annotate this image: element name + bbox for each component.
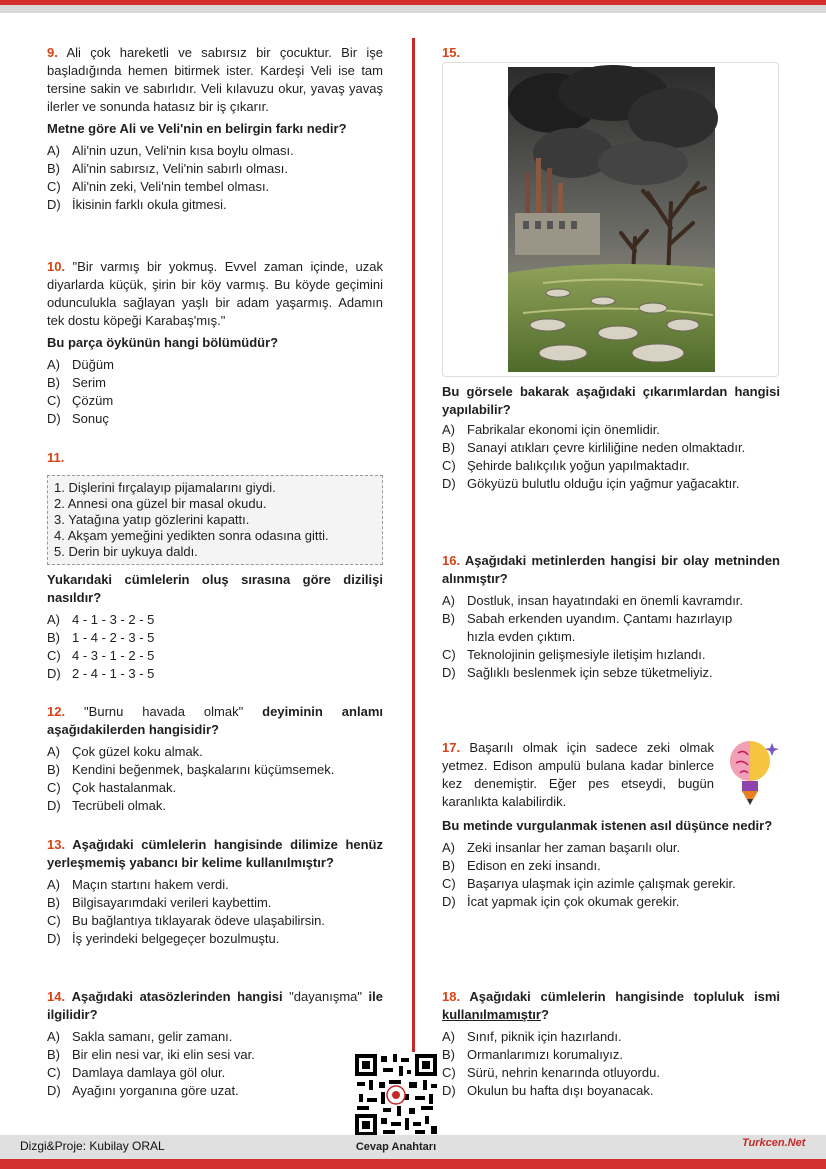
question-18 [442,988,780,1100]
option-a[interactable]: A) Maçın startını hakem verdi. [47,877,229,892]
sentence-4: 4. Akşam yemeğini yedikten sonra odasına gitti. [54,528,329,543]
option-c[interactable]: C) Çok hastalanmak. [47,780,177,795]
sentence-5: 5. Derin bir uykuya daldı. [54,544,198,559]
option-b[interactable]: B) Serim [47,375,106,390]
option-c[interactable]: C) Bu bağlantıya tıklayarak ödeve ulaşabilirsin. [47,913,325,928]
option-b[interactable]: B) Bir elin nesi var, iki elin sesi var. [47,1047,255,1062]
option-a[interactable]: A) Fabrikalar ekonomi için önemlidir. [442,422,660,437]
question-stem: "Bir varmış bir yokmuş. Evvel zaman içinde, uzak diyarlarda küçük, şirin bir köy varmış. Bu köyde geçimini odunculukla sağlayan yaşlı bir adam yaşarmış. Adamın tek dostu köpeği Karabaş'mış." [47,259,383,328]
question-14 [47,988,383,1100]
option-list [47,876,383,948]
question-prompt: Yukarıdaki cümlelerin oluş sırasına göre dizilişi nasıldır? [47,572,383,605]
brand-logo-text: Turkcen.Net [742,1137,806,1149]
option-list [442,421,780,493]
sentence-2: 2. Annesi ona güzel bir masal okudu. [54,496,267,511]
question-17 [442,739,780,911]
question-12 [47,703,383,815]
option-list [47,142,383,214]
option-b[interactable]: B) Kendini beğenmek, başkalarını küçümsemek. [47,762,335,777]
option-b[interactable]: B) 1 - 4 - 2 - 3 - 5 [47,630,155,645]
option-d[interactable]: D) Gökyüzü bulutlu olduğu için yağmur yağacaktır. [442,476,740,491]
question-13 [47,836,383,948]
question-16 [442,552,780,682]
option-a[interactable]: A) Düğüm [47,357,114,372]
question-10 [47,258,383,428]
question-prompt: Bu metinde vurgulanmak istenen asıl düşünce nedir? [442,818,773,833]
option-b[interactable]: B) Ormanlarımızı korumalıyız. [442,1047,624,1062]
option-d[interactable]: D) 2 - 4 - 1 - 3 - 5 [47,666,155,681]
question-stem: Başarılı olmak için sadece zeki olmak yetmez. Edison ampulü bulana kadar binlerce kez denemiştir. Eğer pes etseydi, bugün karanlıkta kalabilirdik. [442,740,714,809]
lightbulb-brain-icon [726,737,780,809]
factory-pollution-image [443,63,778,376]
option-list [47,1028,383,1100]
option-c[interactable]: C) Sürü, nehrin kenarında otluyordu. [442,1065,660,1080]
keyword-quote: "dayanışma" [289,989,362,1004]
option-list [442,839,780,911]
question-prompt: deyiminin anlamı aşağıdakilerden hangisidir? [47,704,383,737]
option-list [47,356,383,428]
question-11 [47,449,383,683]
option-a[interactable]: A) Ali'nin uzun, Veli'nin kısa boylu olması. [47,143,294,158]
option-c[interactable]: C) Ali'nin zeki, Veli'nin tembel olması. [47,179,270,194]
question-prompt: Metne göre Ali ve Veli'nin en belirgin farkı nedir? [47,121,347,136]
question-prompt-b: ? [540,1007,549,1022]
question-prompt-a: Aşağıdaki cümlelerin hangisinde topluluk ismi [469,989,780,1004]
question-number: 17. [442,740,461,755]
option-b[interactable]: B) Bilgisayarımdaki verileri kaybettim. [47,895,272,910]
option-d[interactable]: D) İş yerindeki belgegeçer bozulmuştu. [47,931,280,946]
option-b[interactable]: B) Sanayi atıkları çevre kirliliğine neden olmaktadır. [442,440,746,455]
question-number: 15. [442,45,461,60]
option-a[interactable]: A) Dostluk, insan hayatındaki en önemli kavramdır. [442,593,744,608]
question-number: 11. [47,450,65,465]
question-prompt: Aşağıdaki metinlerden hangisi bir olay metninden alınmıştır? [442,553,780,586]
question-15 [442,44,780,491]
question-number: 10. [47,259,66,274]
option-list [442,592,780,682]
option-a[interactable]: A) Sakla samanı, gelir zamanı. [47,1029,233,1044]
option-d[interactable]: D) İkisinin farklı okula gitmesi. [47,197,227,212]
option-c[interactable]: C) Başarıya ulaşmak için azimle çalışmak gerekir. [442,876,736,891]
footer-red-stripe [0,1159,826,1169]
sentence-1: 1. Dişlerini fırçalayıp pijamalarını giydi. [54,480,276,495]
footer-credit: Dizgi&Proje: Kubilay ORAL [20,1139,165,1153]
option-d[interactable]: D) Ayağını yorganına göre uzat. [47,1083,239,1098]
question-prompt-underlined: kullanılmamıştır [442,1007,541,1022]
option-d[interactable]: D) Sonuç [47,411,109,426]
option-a[interactable]: A) Zeki insanlar her zaman başarılı olur. [442,840,681,855]
option-d[interactable]: D) İcat yapmak için çok okumak gerekir. [442,894,680,909]
option-c[interactable]: C) Teknolojinin gelişmesiyle iletişim hızlandı. [442,647,706,662]
idiom-quote: "Burnu havada olmak" [84,704,244,719]
question-stem: Ali çok hareketli ve sabırsız bir çocuktur. Bir işe başladığında hemen bitirmek ister. Kardeşi Veli ise tam tersine sakin ve sabırlıdır. Veli kılavuzu okur, yavaş yavaş ilerler ve sonunda hatasız bir iş çıkarır. [47,45,383,114]
question-number: 13. [47,837,66,852]
option-a[interactable]: A) Sınıf, piknik için hazırlandı. [442,1029,622,1044]
question-prompt: Bu parça öykünün hangi bölümüdür? [47,335,279,350]
option-d[interactable]: D) Okulun bu hafta dışı boyanacak. [442,1083,654,1098]
pollution-illustration [442,62,779,377]
top-red-stripe [0,0,826,5]
question-9 [47,44,383,214]
option-b[interactable]: B) Sabah erkenden uyandım. Çantamı hazırlayıp hızla evden çıktım. [442,611,733,644]
question-number: 16. [442,553,461,568]
option-a[interactable]: A) 4 - 1 - 3 - 2 - 5 [47,612,155,627]
question-number: 14. [47,989,66,1004]
question-prompt-a: Aşağıdaki atasözlerinden hangisi [71,989,290,1004]
question-prompt-b: ile ilgilidir? [47,989,383,1022]
qr-code[interactable] [353,1052,439,1138]
option-b[interactable]: B) Ali'nin sabırsız, Veli'nin sabırlı olması. [47,161,288,176]
option-list [47,611,383,683]
question-number: 18. [442,989,461,1004]
option-c[interactable]: C) Şehirde balıkçılık yoğun yapılmaktadır. [442,458,690,473]
option-c[interactable]: C) 4 - 3 - 1 - 2 - 5 [47,648,155,663]
sentence-3: 3. Yatağına yatıp gözlerini kapattı. [54,512,250,527]
option-c[interactable]: C) Çözüm [47,393,114,408]
question-number: 9. [47,45,58,60]
column-divider [412,38,415,1108]
option-d[interactable]: D) Sağlıklı beslenmek için sebze tüketmeliyiz. [442,665,713,680]
option-d[interactable]: D) Tecrübeli olmak. [47,798,166,813]
answer-key-label: Cevap Anahtarı [355,1141,437,1153]
sentence-box [47,475,383,565]
question-prompt: Aşağıdaki cümlelerin hangisinde dilimize henüz yerleşmemiş yabancı bir kelime kullanılmıştır? [47,837,383,870]
option-c[interactable]: C) Damlaya damlaya göl olur. [47,1065,226,1080]
option-b[interactable]: B) Edison en zeki insandı. [442,858,601,873]
option-list [47,743,383,815]
option-list [442,1028,780,1100]
option-a[interactable]: A) Çok güzel koku almak. [47,744,203,759]
question-prompt: Bu görsele bakarak aşağıdaki çıkarımlardan hangisi yapılabilir? [442,384,780,417]
question-number: 12. [47,704,66,719]
